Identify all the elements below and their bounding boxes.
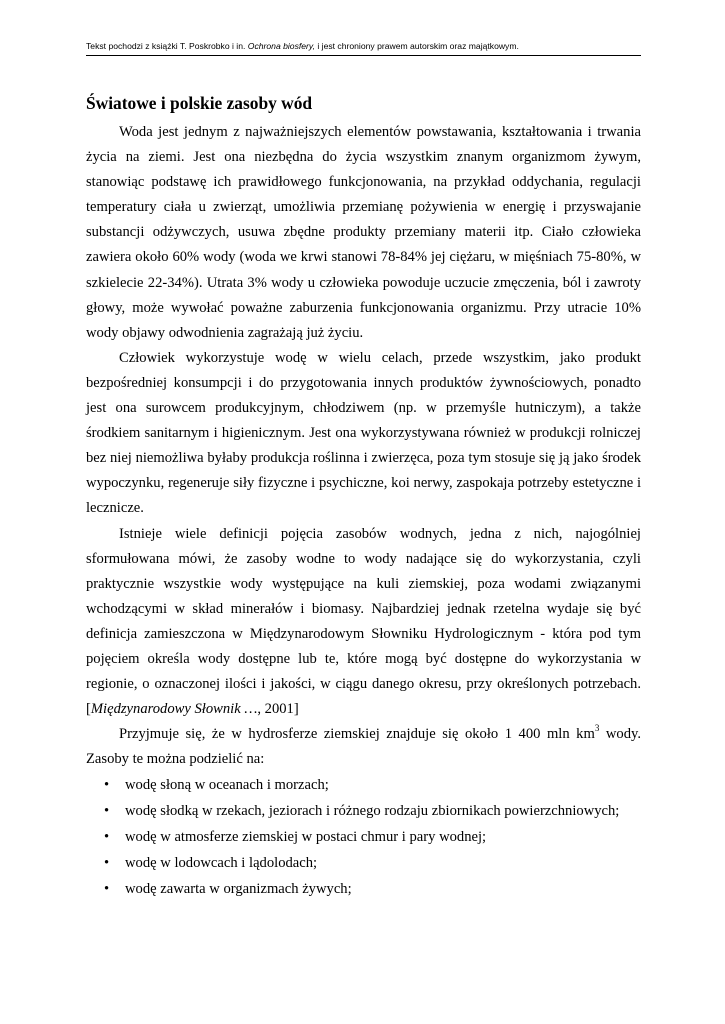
list-item — [86, 772, 641, 798]
paragraph-3 — [86, 522, 641, 723]
list-item-text: wodę słoną w oceanach i morzach; — [125, 777, 329, 794]
list-item — [86, 876, 641, 902]
bullet-icon: • — [104, 829, 110, 846]
list-item — [86, 824, 641, 850]
paragraph-2: Człowiek wykorzystuje wodę w wielu celach, przede wszystkim, jako produkt bezpośredniej konsumpcji i do przygotowania innych produktów żywnościowych, ponadto jest ona surowcem produkcyjnym, chłodziwem (np. w przemyśle hutniczym), a także środkiem sanitarnym i higienicznym. Jest ona wykorzystywana również w produkcji rolniczej bez niej niemożliwa byłaby produkcja roślinna i zwierzęca, poza tym stosuje się ją jako środek wypoczynku, regeneruje siły fizyczne i psychiczne, koi nerwy, zaspokaja potrzeby estetyczne i lecznicze. — [86, 349, 641, 517]
document-body — [86, 90, 641, 902]
list-item-text: wodę w lodowcach i lądolodach; — [125, 855, 318, 872]
section-title: Światowe i polskie zasoby wód — [86, 93, 313, 113]
citation-title: Międzynarodowy Słownik … — [90, 701, 258, 718]
superscript-3: 3 — [594, 723, 600, 734]
bullet-icon: • — [104, 803, 110, 820]
bullet-icon: • — [104, 777, 110, 794]
header-book-title: Ochrona biosfery, — [247, 41, 315, 51]
bullet-icon: • — [104, 855, 110, 872]
paragraph-4-before: Przyjmuje się, że w hydrosferze ziemskiej znajduje się około 1 400 mln km — [119, 726, 595, 743]
list-item — [86, 798, 641, 824]
header-text-after: i jest chroniony prawem autorskim oraz majątkowym. — [314, 41, 519, 51]
paragraph-1: Woda jest jednym z najważniejszych elementów powstawania, kształtowania i trwania życia na ziemi. Jest ona niezbędna do życia wszystkim znanym organizmom żywym, stanowiąc podstawę ich prawidłowego funkcjonowania, na przykład oddychania, regulacji temperatury ciała u zwierząt, umożliwia przemianę pożywienia w energię i przyswajanie substancji odżywczych, usuwa zbędne produkty przemiany materii itp. Ciało człowieka zawiera około 60% wody (woda we krwi stanowi 78-84% jej ciężaru, w mięśniach 75-80%, w szkielecie 22-34%). Utrata 3% wody u człowieka powoduje uczucie zmęczenia, ból i zawroty głowy, może wywołać poważne zaburzenia funkcjonowania organizmu. Przy utracie 10% wody objawy odwodnienia zagrażają już życiu. — [86, 124, 641, 341]
list-item — [86, 850, 641, 876]
bullet-icon: • — [104, 881, 110, 898]
list-item-text: wodę w atmosferze ziemskiej w postaci chmur i pary wodnej; — [125, 829, 487, 846]
water-types-list — [86, 772, 641, 902]
citation-year: , 2001] — [257, 701, 299, 718]
list-item-text: wodę słodką w rzekach, jeziorach i różnego rodzaju zbiornikach powierzchniowych; — [125, 803, 620, 820]
paragraph-4-after: wody. Zasoby te można podzielić na: — [86, 726, 641, 768]
paragraph-4 — [86, 722, 641, 772]
header-text-before: Tekst pochodzi z książki T. Poskrobko i in. — [86, 41, 248, 51]
paragraph-3-text: Istnieje wiele definicji pojęcia zasobów wodnych, jedna z nich, najogólniej sformułowana mówi, że zasoby wodne to wody nadające się do wykorzystania, czyli praktycznie wszystkie wody występujące na kuli ziemskiej, poza wodami związanymi wchodzącymi w skład minerałów i biomasy. Najbardziej jednak rzetelna wydaje się być definicja zamieszczona w Międzynarodowym Słowniku Hydrologicznym - która pod tym pojęciem określa wody dostępne lub te, które mogą być dostępne do wykorzystania w regionie, o oznaczonej ilości i jakości, w ciągu danego okresu, przy określonych potrzebach. [ — [86, 525, 641, 718]
page-header — [86, 40, 641, 52]
list-item-text: wodę zawarta w organizmach żywych; — [125, 881, 352, 898]
header-divider — [86, 55, 641, 56]
